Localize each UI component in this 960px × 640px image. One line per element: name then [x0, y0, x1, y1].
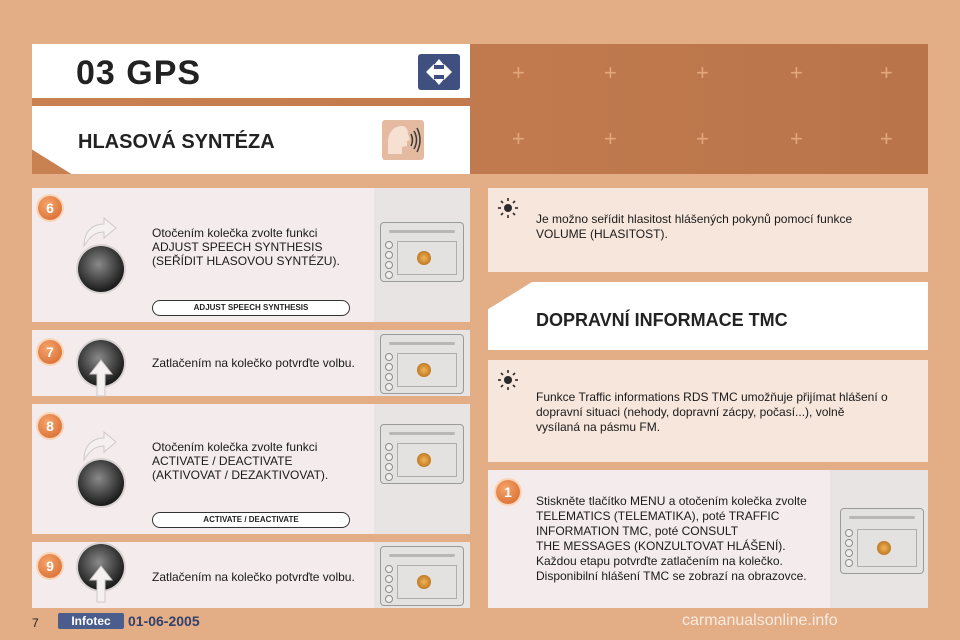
- decorative-plus: +: [604, 60, 617, 85]
- tip-tmc-text: Funkce Traffic informations RDS TMC umožňuje přijímat hlášení o dopravní situaci (nehody, dopravní zácpy, počasí...), volně vysílaná na pásmu FM.: [536, 390, 888, 434]
- gps-navigation-icon: [418, 54, 460, 90]
- voice-speaking-head-icon: [382, 120, 424, 160]
- tip-volume-text: Je možno seřídit hlasitost hlášených pokynů pomocí funkce VOLUME (HLASITOST).: [536, 212, 853, 241]
- step-6-text: Otočením kolečka zvolte funkci ADJUST SPEECH SYNTHESIS (SEŘÍDIT HLASOVOU SYNTÉZU).: [152, 226, 340, 268]
- step-number-badge: 8: [38, 414, 62, 438]
- rotary-knob-image: [78, 246, 124, 292]
- radio-unit-image: [380, 222, 464, 282]
- step-number-badge: 9: [38, 554, 62, 578]
- radio-unit-image: [380, 334, 464, 394]
- decorative-plus: +: [790, 126, 803, 151]
- function-label-pill: ACTIVATE / DEACTIVATE: [152, 512, 350, 528]
- function-label-pill: ADJUST SPEECH SYNTHESIS: [152, 300, 350, 316]
- infotec-logo: Infotec: [58, 613, 124, 629]
- page-title: 03 GPS: [76, 54, 202, 92]
- decorative-plus: +: [790, 60, 803, 85]
- decorative-plus: +: [696, 126, 709, 151]
- step-1-text: Stiskněte tlačítko MENU a otočením kolečka zvolte TELEMATICS (TELEMATIKA), poté TRAFFIC INFORMATION TMC, poté CONSULT THE MESSAGES (KONZULTOVAT HLÁŠENÍ). Každou etapu potvrďte zatlačením na kolečko. Disponibilní hlášení TMC se zobrazí na obrazovce.: [536, 494, 807, 583]
- document-date: 01-06-2005: [128, 613, 200, 629]
- lightbulb-tip-icon: [496, 196, 520, 225]
- decorative-plus: +: [512, 60, 525, 85]
- push-arrow-icon: [88, 564, 114, 609]
- decorative-plus: +: [880, 126, 893, 151]
- radio-unit-image: [380, 546, 464, 606]
- decorative-plus: +: [604, 126, 617, 151]
- decorative-plus: +: [880, 60, 893, 85]
- step-8-text: Otočením kolečka zvolte funkci ACTIVATE / DEACTIVATE (AKTIVOVAT / DEZAKTIVOVAT).: [152, 440, 329, 482]
- step-number-badge: 7: [38, 340, 62, 364]
- radio-unit-image: [840, 508, 924, 574]
- radio-unit-image: [380, 424, 464, 484]
- decorative-plus: +: [512, 126, 525, 151]
- push-arrow-icon: [88, 358, 114, 403]
- rotary-knob-image: [78, 460, 124, 506]
- page-number: 7: [32, 616, 39, 630]
- tmc-section-title: DOPRAVNÍ INFORMACE TMC: [536, 310, 788, 330]
- watermark: carmanualsonline.info: [682, 612, 838, 629]
- section-title: HLASOVÁ SYNTÉZA: [78, 131, 275, 153]
- step-9-text: Zatlačením na kolečko potvrďte volbu.: [152, 570, 355, 584]
- step-number-badge: 1: [496, 480, 520, 504]
- step-7-text: Zatlačením na kolečko potvrďte volbu.: [152, 356, 355, 370]
- step-number-badge: 6: [38, 196, 62, 220]
- lightbulb-tip-icon: [496, 368, 520, 397]
- decorative-plus: +: [696, 60, 709, 85]
